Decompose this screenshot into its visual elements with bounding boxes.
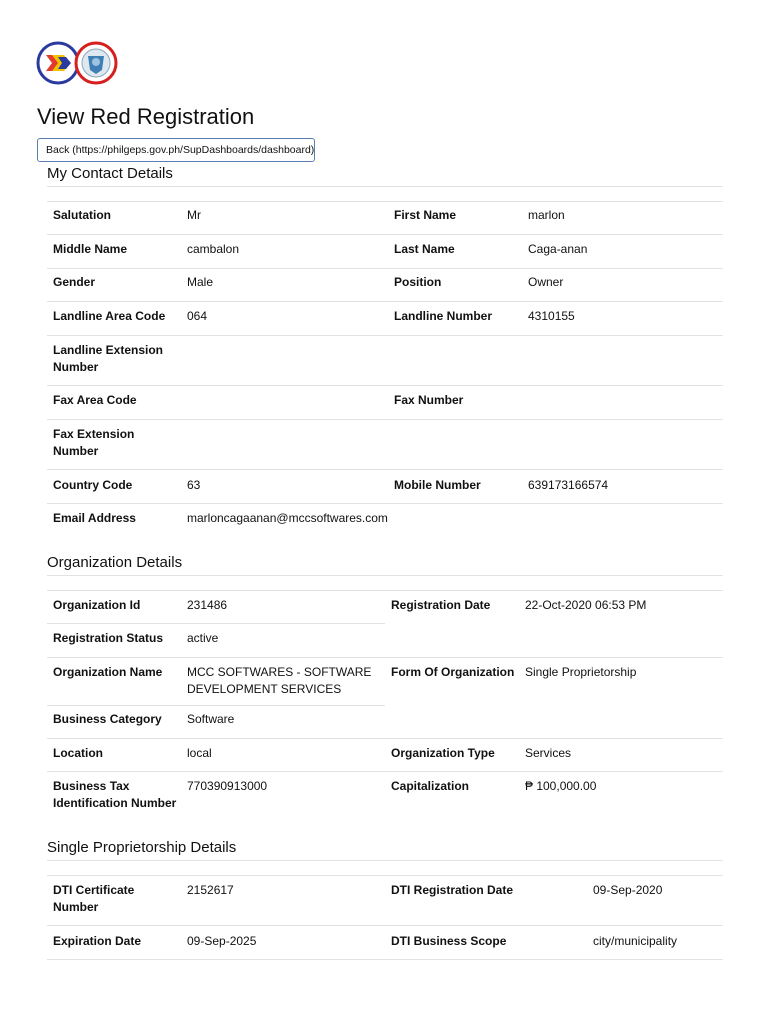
business-category-value: Software (187, 712, 235, 726)
divider (47, 623, 385, 624)
landline-area-code-label: Landline Area Code (53, 309, 166, 323)
landline-extension-label: Landline Extension (53, 343, 164, 357)
registration-date-value: 22-Oct-2020 06:53 PM (525, 598, 647, 612)
country-code-value: 63 (187, 478, 201, 492)
divider (47, 738, 723, 739)
registration-status-value: active (187, 631, 219, 645)
divider (47, 959, 723, 960)
organization-type-value: Services (525, 746, 572, 760)
expiration-date-value: 09-Sep-2025 (187, 934, 257, 948)
dti-business-scope-value: city/municipality (593, 934, 678, 948)
business-tax-id-label-cont: Identification Number (53, 796, 177, 810)
email-address-label: Email Address (53, 511, 136, 525)
organization-id-label: Organization Id (53, 598, 141, 612)
email-address-value: marloncagaanan@mccsoftwares.com (187, 511, 388, 525)
divider (47, 705, 385, 706)
location-value: local (187, 746, 212, 760)
fax-extension-label-cont: Number (53, 444, 99, 458)
landline-area-code-value: 064 (187, 309, 208, 323)
first-name-value: marlon (528, 208, 565, 222)
mobile-number-value: 639173166574 (528, 478, 609, 492)
dti-certificate-label-cont: Number (53, 900, 99, 914)
capitalization-value: ₱ 100,000.00 (525, 779, 597, 793)
last-name-value: Caga-anan (528, 242, 588, 256)
seal-logo-icon (76, 43, 116, 83)
landline-extension-label-cont: Number (53, 360, 99, 374)
business-tax-id-value: 770390913000 (187, 779, 268, 793)
divider (47, 301, 723, 302)
back-button[interactable]: Back (https://philgeps.gov.ph/SupDashboards/dashboard) (37, 138, 315, 162)
divider (47, 925, 723, 926)
gender-value: Male (187, 275, 214, 289)
divider (47, 186, 723, 187)
organization-name-value: MCC SOFTWARES - SOFTWARE (187, 665, 372, 679)
contact-section-title: My Contact Details (47, 165, 173, 182)
organization-name-value-cont: DEVELOPMENT SERVICES (187, 682, 342, 696)
divider (47, 590, 723, 591)
divider (47, 201, 723, 202)
form-of-organization-value: Single Proprietorship (525, 665, 637, 679)
philgeps-logo (36, 40, 120, 86)
position-label: Position (394, 275, 442, 289)
divider (47, 234, 723, 235)
fax-number-label: Fax Number (394, 393, 464, 407)
fax-extension-label: Fax Extension (53, 427, 135, 441)
divider (47, 875, 723, 876)
divider (47, 575, 723, 576)
salutation-label: Salutation (53, 208, 112, 222)
organization-type-label: Organization Type (391, 746, 495, 760)
divider (47, 335, 723, 336)
fax-area-code-label: Fax Area Code (53, 393, 137, 407)
organization-section-title: Organization Details (47, 554, 183, 571)
dti-registration-date-value: 09-Sep-2020 (593, 883, 663, 897)
position-value: Owner (528, 275, 564, 289)
middle-name-value: cambalon (187, 242, 240, 256)
landline-number-label: Landline Number (394, 309, 493, 323)
divider (47, 771, 723, 772)
divider (47, 419, 723, 420)
first-name-label: First Name (394, 208, 457, 222)
mobile-number-label: Mobile Number (394, 478, 481, 492)
page-title: View Red Registration (37, 104, 255, 129)
business-tax-id-label: Business Tax (53, 779, 130, 793)
location-label: Location (53, 746, 103, 760)
middle-name-label: Middle Name (53, 242, 128, 256)
country-code-label: Country Code (53, 478, 133, 492)
dti-registration-date-label: DTI Registration Date (391, 883, 514, 897)
divider (47, 385, 723, 386)
gender-label: Gender (53, 275, 96, 289)
expiration-date-label: Expiration Date (53, 934, 142, 948)
divider (47, 268, 723, 269)
dti-certificate-value: 2152617 (187, 883, 234, 897)
dti-certificate-label: DTI Certificate (53, 883, 135, 897)
organization-id-value: 231486 (187, 598, 228, 612)
registration-status-label: Registration Status (53, 631, 164, 645)
divider (47, 860, 723, 861)
divider (47, 657, 723, 658)
form-of-organization-label: Form Of Organization (391, 665, 515, 679)
divider (47, 503, 723, 504)
landline-number-value: 4310155 (528, 309, 575, 323)
organization-name-label: Organization Name (53, 665, 163, 679)
divider (47, 469, 723, 470)
registration-date-label: Registration Date (391, 598, 491, 612)
capitalization-label: Capitalization (391, 779, 470, 793)
last-name-label: Last Name (394, 242, 455, 256)
business-category-label: Business Category (53, 712, 162, 726)
philgeps-logo-icon (38, 43, 78, 83)
dti-business-scope-label: DTI Business Scope (391, 934, 507, 948)
proprietorship-section-title: Single Proprietorship Details (47, 839, 237, 856)
salutation-value: Mr (187, 208, 201, 222)
